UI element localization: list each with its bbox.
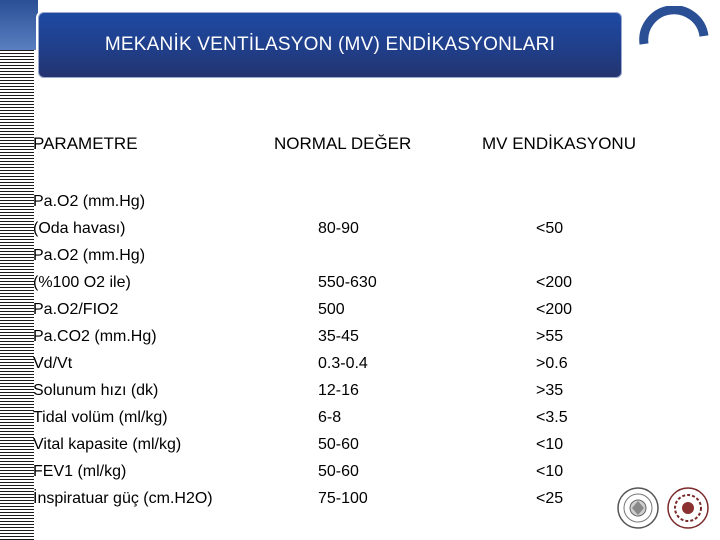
parameter-item: İnspiratuar güç (cm.H2O) bbox=[33, 490, 213, 507]
normal-value: 550-630 bbox=[318, 274, 377, 291]
parameter-column bbox=[33, 188, 213, 512]
mv-value: <200 bbox=[536, 301, 573, 318]
normal-value bbox=[318, 242, 377, 269]
parameter-item: (%100 O2 ile) bbox=[33, 274, 131, 291]
parameter-item: Pa.O2 (mm.Hg) bbox=[33, 193, 146, 210]
header-mv-indication: MV ENDİKASYONU bbox=[482, 134, 636, 153]
mv-value: >35 bbox=[536, 382, 564, 399]
mv-value: >55 bbox=[536, 328, 564, 345]
normal-value: 50-60 bbox=[318, 463, 359, 480]
mv-value: <10 bbox=[536, 436, 564, 453]
normal-value: 500 bbox=[318, 301, 345, 318]
normal-value: 35-45 bbox=[318, 328, 359, 345]
parameter-item: Vital kapasite (ml/kg) bbox=[33, 436, 182, 453]
parameter-item: Pa.O2/FIO2 bbox=[33, 301, 119, 318]
normal-value: 12-16 bbox=[318, 382, 359, 399]
mv-value: <3.5 bbox=[536, 409, 568, 426]
parameter-item: Vd/Vt bbox=[33, 355, 73, 372]
seal-logo-icon bbox=[618, 488, 658, 528]
normal-value: 0.3-0.4 bbox=[318, 355, 368, 372]
normal-value: 50-60 bbox=[318, 436, 359, 453]
parameter-item: Solunum hızı (dk) bbox=[33, 382, 159, 399]
mv-value: <200 bbox=[536, 274, 573, 291]
normal-value: 80-90 bbox=[318, 220, 359, 237]
mv-value: <25 bbox=[536, 490, 564, 507]
header-parameter: PARAMETRE bbox=[33, 134, 138, 153]
parameter-item: Pa.O2 (mm.Hg) bbox=[33, 247, 146, 264]
normal-value-column bbox=[318, 215, 377, 512]
parameter-item: (Oda havası) bbox=[33, 220, 126, 237]
normal-value: 6-8 bbox=[318, 409, 342, 426]
mv-value bbox=[536, 242, 572, 269]
university-logos bbox=[614, 486, 714, 530]
parameter-item: FEV1 (ml/kg) bbox=[33, 463, 127, 480]
page-title: MEKANİK VENTİLASYON (MV) ENDİKASYONLARI bbox=[104, 34, 556, 55]
ornament-logo-icon bbox=[668, 488, 708, 528]
left-striped-bar bbox=[0, 50, 34, 540]
parameter-item: Pa.CO2 (mm.Hg) bbox=[33, 328, 157, 345]
mv-value: <10 bbox=[536, 463, 564, 480]
mv-value: >0.6 bbox=[536, 355, 568, 372]
normal-value: 75-100 bbox=[318, 490, 368, 507]
header-normal-value: NORMAL DEĞER bbox=[274, 134, 412, 153]
decorative-arc-icon bbox=[638, 6, 710, 78]
mv-value: <50 bbox=[536, 220, 564, 237]
top-left-band bbox=[0, 0, 38, 50]
mv-indication-column bbox=[536, 215, 572, 512]
parameter-item: Tidal volüm (ml/kg) bbox=[33, 409, 168, 426]
title-banner bbox=[36, 10, 624, 80]
